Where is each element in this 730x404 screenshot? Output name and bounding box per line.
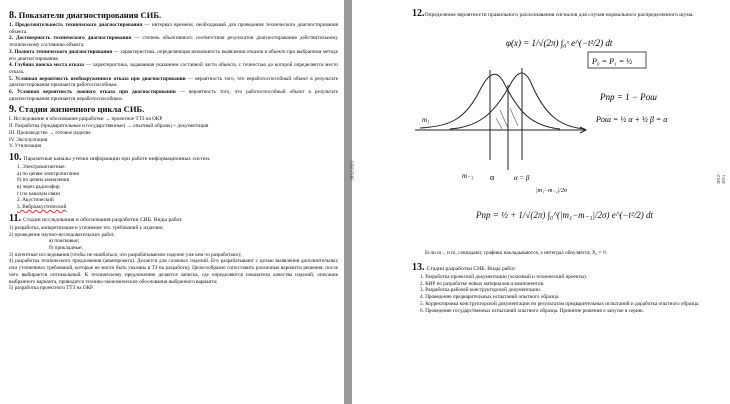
m-minus-label: m₋₁	[462, 172, 474, 180]
list-item: 2. КИР по разработке новых материалов и компонентов.	[420, 280, 545, 287]
list-item: 1. Электромагнитные:	[17, 163, 66, 170]
list-item: 3. Виброакустический	[17, 204, 67, 211]
list-item: а) поисковые;	[49, 238, 80, 245]
section-title: Показатели диагностирования СИБ.	[18, 10, 162, 20]
list-item: а) по цепям электропитания	[17, 170, 79, 177]
section-number: 8.	[9, 10, 17, 21]
ppr-big-formula: Pпр = ½ + 1/√(2π) ∫₀^(|m₁−m₋₁|/2σ) e^(−t²/2) dt	[476, 210, 653, 220]
list-item: 2. Акустический	[17, 197, 54, 204]
posh-formula: Pош = ½ α + ½ β = α	[596, 115, 668, 124]
right-bell-curve	[450, 73, 585, 129]
list-item: 3. Разработка рабочей конструкторской документации.	[420, 287, 542, 294]
section-title: Стадии жизненного цикла СИБ.	[18, 104, 145, 115]
list-item: 3) патентные исследования (чтобы не ошибаться, что разрабатываемое изделие уже кем-то разработано);	[9, 251, 242, 258]
section-8-heading	[9, 10, 338, 21]
list-item: IV. Эксплуатация	[9, 136, 48, 143]
p0-formula: P₀ = P₁ = ½	[592, 57, 633, 66]
section-9-list	[9, 116, 338, 150]
list-item: 1) разработка, конкретизация и уточнение тех. требований к изделию;	[9, 224, 164, 231]
left-page	[0, 0, 344, 404]
list-item: 6. Проведение государственных испытаний опытного образца. Принятие решения о запуске в серию.	[420, 307, 644, 314]
list-item: 4. Глубина поиска места отказа — характеристика, задаваемая указанием составной части объекта, с точностью до которой определяется место отказа.	[9, 62, 338, 75]
list-item: I. Исследование и обоснование разработки → проектное ТТЗ на ОКР	[9, 116, 163, 123]
section-13	[412, 262, 722, 314]
list-item: V. Утилизация	[9, 143, 42, 150]
note-text: Если m₋₁ и m₁ совпадают, графики накладываются, а интеграл обнуляется, P₀ = ½	[425, 250, 607, 256]
year-margin-label-right: 2012-2013	[716, 173, 726, 184]
section-title: Стадии исследования и обоснования разработки СИБ. Виды работ.	[23, 216, 183, 223]
section-title: Стадии разработки СИБ. Виды работ.	[426, 266, 517, 272]
section-number: 11.	[9, 212, 21, 224]
list-item: III. Производство → готовое изделие	[9, 129, 91, 136]
list-item: 3. Полнота технического диагностирования — характеристика, определяющая возможность выявления отказов в объекте при выбранном методе его диагностирования.	[9, 48, 338, 62]
list-item: 2) проведение научно-исследовательских работ.	[9, 231, 115, 238]
m-plus-label: m₁	[422, 116, 430, 124]
list-item: г) по каналам связи	[17, 190, 61, 197]
section-number: 9.	[9, 104, 17, 116]
list-item: 4) разработка технического предложения (аванпроекта). Делается для сложных изделий. Его разрабатывают с целью выявления дополнительных или уточненных требований, которые не могли быть указаны в ТЗ на разработку. Целесообразно сопоставить различные варианты решения, после чего выбирается оптимальный. К техническому предложению делается записка, где определяются показатели качества изделий, описание выбранного варианта, приводятся технико-экономические обоснования выбранного варианта;	[9, 258, 338, 285]
list-item: 5) разработка проектного ТТЗ на ОКР.	[9, 285, 94, 292]
section-number: 10.	[9, 151, 22, 163]
list-item: б) по цепям заземления	[17, 177, 69, 184]
alpha-beta-label: α = β	[514, 174, 530, 182]
limit-expr: |m₁−m₋₁|/2σ	[536, 188, 567, 194]
phi-formula: φ(x) = 1/√(2π) ∫₀ˣ e^(−t²/2) dt	[506, 38, 613, 48]
list-item: 5. Условная вероятность необнаруженного отказа при диагностировании — вероятность того, что неработоспособный объект в результате диагностирования признается работоспособным.	[9, 75, 339, 89]
section-number: 13.	[412, 262, 425, 273]
list-item: 4. Проведение предварительных испытаний опытного образца.	[420, 294, 560, 301]
list-item: б) прикладные;	[49, 244, 83, 251]
list-item: в) через радиоэфир	[17, 184, 60, 191]
section-11-heading	[9, 213, 338, 224]
list-item: 1. Продолжительность технического диагностирования — интервал времени, необходимый для проведения технического диагностирования объекта.	[9, 22, 338, 35]
year-margin-label: 2012-2013	[349, 160, 355, 181]
section-number: 12.	[412, 8, 425, 19]
section-9-heading	[9, 104, 338, 115]
ppr-formula: Pпр = 1 − Pош	[600, 92, 657, 102]
list-item: II. Разработка (предварительные и государственные) → опытный образец + документация	[9, 123, 209, 130]
section-8-list	[9, 22, 338, 102]
section-13-heading	[412, 262, 722, 273]
section-10-list	[9, 164, 338, 211]
distribution-graph	[410, 30, 710, 230]
list-item: 6. Условная вероятность ложного отказа при диагностировании — вероятность того, что работоспособный объект в результате диагностирования признается неработоспособным.	[9, 89, 339, 102]
alpha-label: α	[490, 173, 495, 182]
list-item: 5. Корректировка конструкторской документации по результатам предварительных испытаний и доработка опытного образца.	[420, 300, 700, 307]
section-11-list	[9, 225, 338, 292]
section-title: Определение вероятности правильного распознавания сигналов для случая нормального распределенного шума.	[424, 12, 694, 18]
list-item: 2. Достоверность технического диагностирования — степень объективного соответствия результатов диагностирования действительному техническому состоянию объекта.	[9, 35, 338, 49]
section-12-heading	[412, 8, 722, 19]
section-10-heading	[9, 152, 338, 163]
section-title: Паразитные каналы утечки информации при работе информационных систем.	[23, 155, 211, 162]
list-item: 1. Разработка проектной документации (эскизный и технический проекты).	[420, 274, 588, 280]
